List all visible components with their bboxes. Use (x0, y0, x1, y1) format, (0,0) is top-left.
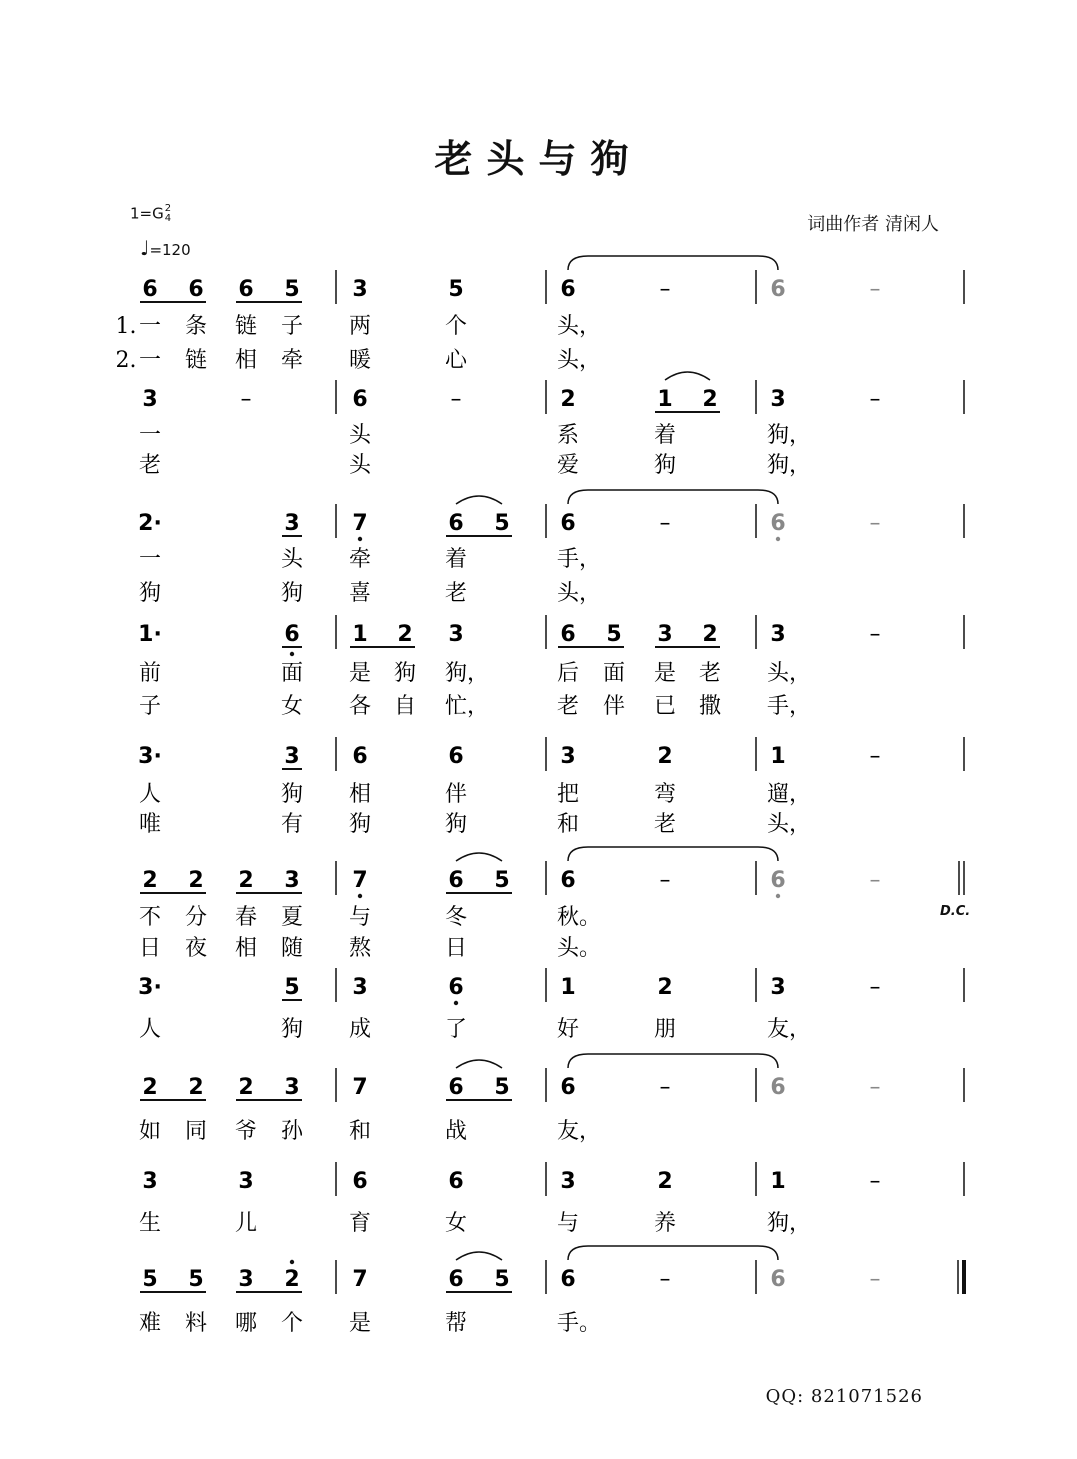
lyric-char: 友， (767, 1017, 812, 1042)
note: 3 (352, 975, 368, 1000)
note: 6 (448, 1075, 464, 1100)
dash-note: – (869, 868, 881, 893)
octave-dot-low (358, 894, 362, 898)
lyric-char: 狗 (280, 1017, 304, 1042)
note: 2· (138, 511, 162, 536)
note: 5 (188, 1267, 204, 1292)
lyric-char: 有 (280, 812, 304, 837)
dash-note: – (869, 1075, 881, 1100)
lyric-char: 前 (138, 661, 162, 686)
lyric-char: 冬 (444, 905, 468, 930)
note: 6 (448, 511, 464, 536)
footer-qq: QQ: 821071526 (765, 1386, 923, 1407)
lyric-char: 已 (653, 694, 677, 719)
lyric-char: 帮 (444, 1311, 468, 1336)
note: 6 (770, 511, 786, 536)
note: 6 (188, 277, 204, 302)
note: 5 (284, 975, 300, 1000)
tie-arc (665, 372, 710, 380)
lyric-char: 分 (184, 905, 208, 930)
note: 6 (560, 868, 576, 893)
lyric-char: 头， (557, 581, 602, 606)
lyric-char: 一 (138, 314, 162, 339)
note: 6 (448, 744, 464, 769)
lyric-char: 如 (138, 1119, 162, 1144)
lyric-char: 头。 (557, 936, 602, 961)
note: 1 (352, 622, 368, 647)
dash-note: – (659, 868, 671, 893)
lyric-char: 狗 (444, 812, 468, 837)
lyric-char: 遛， (767, 782, 812, 807)
lyric-char: 育 (348, 1211, 372, 1236)
lyric-char: 一 (138, 547, 162, 572)
note: 6 (560, 622, 576, 647)
time-signature: 2 4 (164, 203, 172, 224)
author-credit: 词曲作者 清闲人 (807, 214, 939, 235)
note: 2 (702, 622, 718, 647)
lyric-char: 伴 (444, 782, 468, 807)
octave-dot-low (358, 537, 362, 541)
lyric-char: 各 (348, 694, 372, 719)
lyric-char: 自 (393, 694, 417, 719)
lyric-char: 弯 (653, 782, 677, 807)
note: 1 (770, 1169, 786, 1194)
dash-note: – (659, 511, 671, 536)
tempo-value: =120 (149, 241, 191, 259)
note: 3 (560, 1169, 576, 1194)
note: 6 (352, 1169, 368, 1194)
note: 5 (606, 622, 622, 647)
note: 6 (560, 511, 576, 536)
note: 6 (770, 1075, 786, 1100)
note: 2 (657, 744, 673, 769)
dash-note: – (869, 511, 881, 536)
note: 6 (560, 1267, 576, 1292)
lyric-char: 着 (444, 547, 468, 572)
note: 7 (352, 868, 368, 893)
note: 5 (142, 1267, 158, 1292)
note: 3 (142, 387, 158, 412)
lyric-char: 心 (444, 348, 468, 373)
lyric-char: 系 (556, 423, 580, 448)
note: 3 (284, 744, 300, 769)
lyric-char: 狗 (138, 581, 162, 606)
lyric-char: 爷 (234, 1119, 258, 1144)
lyric-char: 忙， (445, 694, 490, 719)
note: 6 (448, 975, 464, 1000)
lyric-char: 秋。 (557, 905, 602, 930)
lyric-char: 熬 (348, 936, 372, 961)
key-label: 1=G (130, 204, 164, 223)
dash-note: – (869, 744, 881, 769)
verse-mark-2: 2. (115, 348, 137, 373)
note: 7 (352, 1267, 368, 1292)
lyric-char: 哪 (234, 1311, 258, 1336)
note: 2 (188, 1075, 204, 1100)
slur-arc (568, 256, 778, 270)
lyric-char: 是 (348, 1311, 372, 1336)
note: 2 (238, 1075, 254, 1100)
lyric-char: 相 (348, 782, 372, 807)
note: 6 (770, 1267, 786, 1292)
lyric-char: 头 (348, 453, 372, 478)
lyric-char: 夜 (184, 936, 208, 961)
lyric-char: 狗 (280, 581, 304, 606)
lyric-char: 难 (138, 1311, 162, 1336)
lyric-char: 友， (557, 1119, 602, 1144)
lyric-char: 爱 (556, 453, 580, 478)
note: 3· (138, 975, 162, 1000)
lyric-char: 是 (348, 661, 372, 686)
lyric-char: 随 (280, 936, 304, 961)
note: 6 (448, 1267, 464, 1292)
slur-arc (568, 1246, 778, 1260)
lyric-char: 把 (556, 782, 580, 807)
tie-arc (456, 1060, 502, 1068)
lyric-char: 伴 (602, 694, 626, 719)
lyric-char: 相 (234, 936, 258, 961)
lyric-char: 手， (557, 547, 602, 572)
note: 6 (142, 277, 158, 302)
lyric-char: 面 (280, 661, 304, 686)
dash-note: – (869, 975, 881, 1000)
lyric-char: 子 (280, 314, 304, 339)
slur-arc (568, 847, 778, 861)
lyric-char: 喜 (348, 581, 372, 606)
lyric-char: 狗 (280, 782, 304, 807)
lyric-char: 暖 (348, 348, 372, 373)
lyric-char: 同 (184, 1119, 208, 1144)
lyric-char: 子 (138, 694, 162, 719)
lyric-char: 老 (556, 694, 580, 719)
note: 3 (770, 622, 786, 647)
da-capo-mark: D.C. (940, 904, 971, 919)
lyric-char: 一 (138, 348, 162, 373)
lyric-char: 唯 (138, 812, 162, 837)
note: 6 (770, 277, 786, 302)
lyric-char: 头， (767, 812, 812, 837)
lyric-char: 成 (348, 1017, 372, 1042)
lyric-char: 两 (348, 314, 372, 339)
lyric-char: 老 (653, 812, 677, 837)
lyric-char: 老 (444, 581, 468, 606)
lyric-char: 一 (138, 423, 162, 448)
note: 2 (397, 622, 413, 647)
lyric-char: 手， (767, 694, 812, 719)
lyric-char: 了 (444, 1017, 468, 1042)
note: 3 (770, 975, 786, 1000)
tie-arc (456, 496, 502, 504)
dash-note: – (240, 387, 252, 412)
note: 6 (770, 868, 786, 893)
note: 3 (560, 744, 576, 769)
lyric-char: 链 (234, 314, 258, 339)
lyric-char: 狗 (653, 453, 677, 478)
note: 2 (657, 975, 673, 1000)
lyric-char: 着 (653, 423, 677, 448)
quarter-note-icon: ♩ (140, 236, 150, 260)
note: 3 (238, 1169, 254, 1194)
slur-arc (568, 490, 778, 504)
dash-note: – (869, 1169, 881, 1194)
note: 2 (142, 1075, 158, 1100)
lyric-char: 老 (698, 661, 722, 686)
note: 1 (657, 387, 673, 412)
note: 5 (494, 1075, 510, 1100)
note: 5 (494, 511, 510, 536)
lyric-char: 个 (280, 1311, 304, 1336)
lyric-char: 狗 (393, 661, 417, 686)
lyric-char: 相 (234, 348, 258, 373)
lyric-char: 生 (138, 1211, 162, 1236)
note: 5 (284, 277, 300, 302)
note: 6 (448, 868, 464, 893)
note: 2 (188, 868, 204, 893)
lyric-char: 是 (653, 661, 677, 686)
note: 2 (142, 868, 158, 893)
note: 5 (448, 277, 464, 302)
note: 7 (352, 1075, 368, 1100)
dash-note: – (659, 1075, 671, 1100)
lyric-char: 人 (138, 1017, 162, 1042)
note: 2 (657, 1169, 673, 1194)
lyric-char: 朋 (653, 1017, 677, 1042)
note: 3 (448, 622, 464, 647)
lyric-char: 不 (138, 905, 162, 930)
dash-note: – (869, 622, 881, 647)
tie-arc (456, 1252, 502, 1260)
note: 6 (560, 277, 576, 302)
note: 3 (284, 511, 300, 536)
lyric-char: 日 (138, 936, 162, 961)
lyric-char: 春 (234, 905, 258, 930)
lyric-char: 面 (602, 661, 626, 686)
lyric-char: 日 (444, 936, 468, 961)
lyric-char: 女 (444, 1211, 468, 1236)
lyric-char: 料 (184, 1311, 208, 1336)
lyric-char: 女 (280, 694, 304, 719)
lyric-char: 狗， (767, 453, 812, 478)
lyric-char: 头， (557, 314, 602, 339)
lyric-char: 头， (557, 348, 602, 373)
verse-mark-1: 1. (115, 314, 137, 339)
note: 3 (657, 622, 673, 647)
note: 3 (238, 1267, 254, 1292)
note: 6 (560, 1075, 576, 1100)
note: 3 (284, 1075, 300, 1100)
note: 3 (352, 277, 368, 302)
lyric-char: 人 (138, 782, 162, 807)
note: 5 (494, 868, 510, 893)
note: 3 (284, 868, 300, 893)
lyric-char: 养 (653, 1211, 677, 1236)
slur-arc (568, 1054, 778, 1068)
lyric-char: 牵 (348, 547, 372, 572)
lyric-char: 链 (184, 348, 208, 373)
note: 6 (284, 622, 300, 647)
dash-note: – (659, 1267, 671, 1292)
lyric-char: 狗 (348, 812, 372, 837)
tie-arc (456, 853, 502, 861)
note: 5 (494, 1267, 510, 1292)
note: 7 (352, 511, 368, 536)
lyric-char: 战 (444, 1119, 468, 1144)
dash-note: – (869, 387, 881, 412)
lyric-char: 夏 (280, 905, 304, 930)
lyric-char: 头 (348, 423, 372, 448)
note: 2 (560, 387, 576, 412)
dash-note: – (869, 277, 881, 302)
lyric-char: 手。 (557, 1311, 602, 1336)
octave-dot-low (776, 537, 780, 541)
note: 2 (284, 1267, 300, 1292)
dash-note: – (450, 387, 462, 412)
note: 1 (560, 975, 576, 1000)
lyric-char: 牵 (280, 348, 304, 373)
note: 6 (352, 744, 368, 769)
lyric-char: 与 (348, 905, 372, 930)
dash-note: – (869, 1267, 881, 1292)
lyric-char: 孙 (280, 1119, 304, 1144)
song-title: 老头与狗 (434, 136, 643, 181)
lyric-char: 个 (444, 314, 468, 339)
lyric-char: 与 (556, 1211, 580, 1236)
note: 3· (138, 744, 162, 769)
note: 3 (770, 387, 786, 412)
octave-dot-low (776, 894, 780, 898)
note: 6 (352, 387, 368, 412)
octave-dot-high (290, 1260, 294, 1264)
octave-dot-low (454, 1001, 458, 1005)
dash-note: – (659, 277, 671, 302)
lyric-char: 条 (184, 314, 208, 339)
lyric-char: 撒 (698, 694, 722, 719)
lyric-char: 狗， (767, 1211, 812, 1236)
note: 1 (770, 744, 786, 769)
lyric-char: 和 (348, 1119, 372, 1144)
note: 3 (142, 1169, 158, 1194)
lyric-char: 儿 (234, 1211, 258, 1236)
lyric-char: 好 (556, 1017, 580, 1042)
lyric-char: 和 (556, 812, 580, 837)
note: 6 (238, 277, 254, 302)
note: 2 (702, 387, 718, 412)
lyric-char: 头， (767, 661, 812, 686)
lyric-char: 狗， (445, 661, 490, 686)
note: 2 (238, 868, 254, 893)
lyric-char: 狗， (767, 423, 812, 448)
lyric-char: 后 (556, 661, 580, 686)
octave-dot-low (290, 652, 294, 656)
note: 1· (138, 622, 162, 647)
lyric-char: 头 (280, 547, 304, 572)
note: 6 (448, 1169, 464, 1194)
lyric-char: 老 (138, 453, 162, 478)
